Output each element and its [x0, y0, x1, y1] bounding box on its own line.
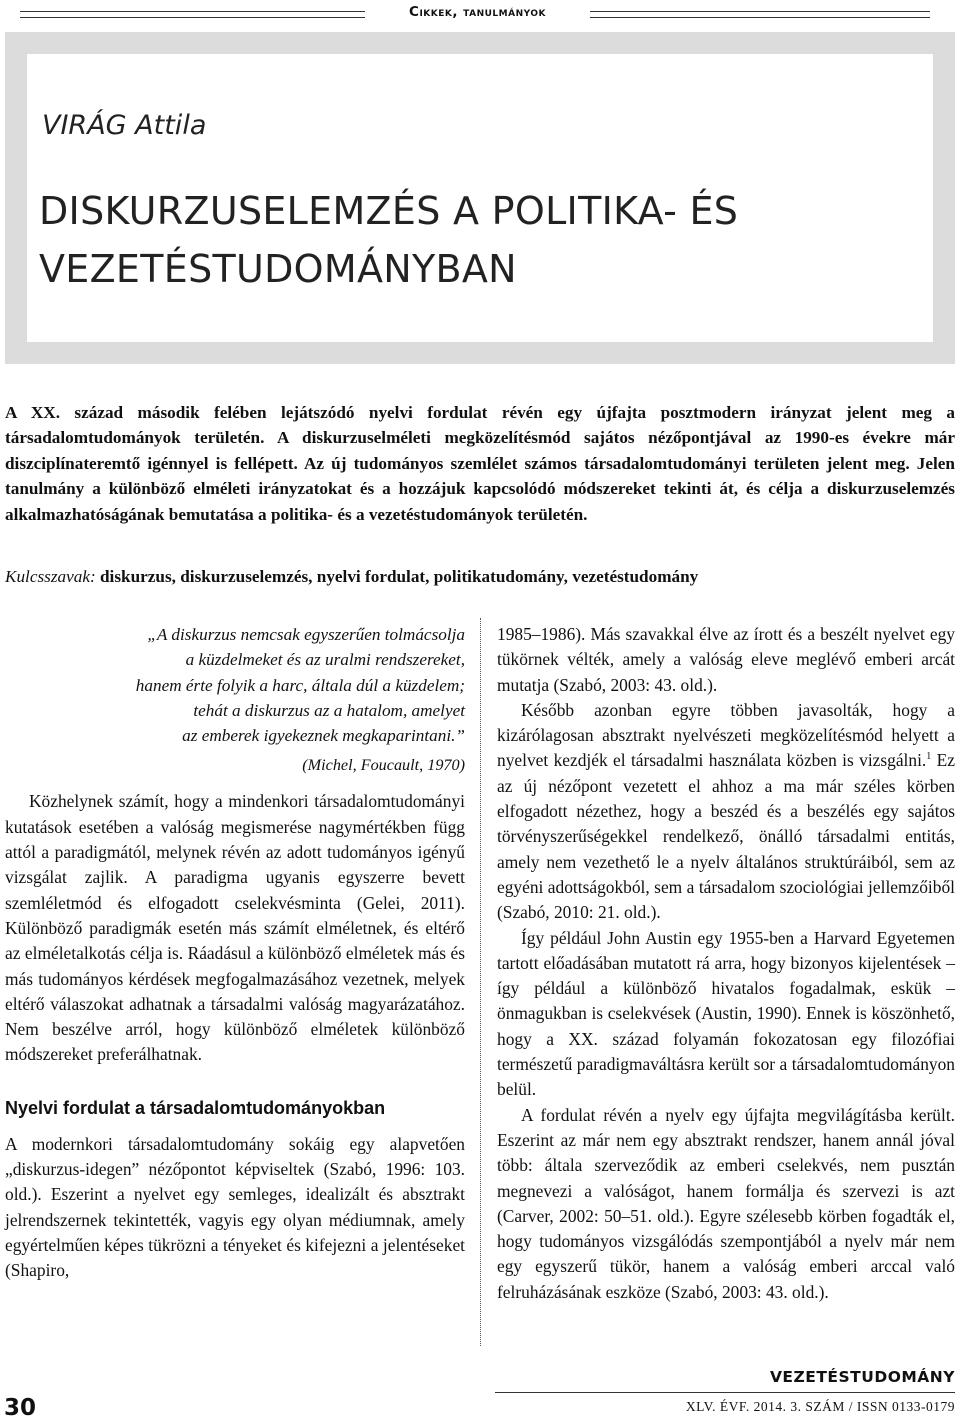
abstract: A XX. század második felében lejátszódó nyelvi fordulat révén egy újfajta posztmodern irányzat jelent meg a társadalomtudományok területén. A diskurzuselméleti megközelítésmód sajátos nézőpontjával az 1990-es évekre már diszciplínateremtő igénnyel is fellépett. Az új tudományos szemlélet számos társadalomtudományi területen jelent meg. Jelen tanulmány a különböző elméleti irányzatokat és a hozzájuk kapcsolódó módszereket tekinti át, és célja a diskurzuselemzés alkalmazhatóságának bemutatása a politika- és a vezetéstudományok területén. — [5, 403, 955, 524]
keywords-label: Kulcsszavak: — [5, 567, 96, 586]
keywords-text: diskurzus, diskurzuselemzés, nyelvi fordulat, politikatudomány, vezetéstudomány — [100, 567, 699, 586]
footnote-reference[interactable]: 1 — [926, 751, 932, 763]
article-author: VIRÁG Attila — [42, 110, 207, 141]
paragraph-text: Ez az új nézőpont vezetett el ahhoz a ma már széles körben elfogadott nézethez, hogy a beszéd és a beszélés egy sajátos törvényszerűségekkel rendelkező, önálló társadalmi entitás, amely nem vezethető le a nyelv általános struktúráiból, sem az egyéni adottságokból, sem a társadalom szociológiai jellemzőiből (Szabó, 2010: 21. old.). — [497, 750, 955, 923]
epigraph-line: az emberek igyekeznek megkaparintani.” — [182, 726, 465, 746]
epigraph-line: tehát a diskurzus az a hatalom, amelyet — [193, 700, 465, 720]
keywords — [5, 564, 955, 589]
paragraph-text: Később azonban egyre többen javasolták, hogy a kizárólagosan absztrakt nyelvészeti megközelítésmód helyett a nyelvet kezdjék el társadalmi használata közben is vizsgálni. — [497, 699, 955, 771]
body-paragraph — [497, 698, 955, 926]
title-panel — [27, 54, 933, 342]
issue-info: XLV. ÉVF. 2014. 3. SZÁM / ISSN 0133-0179 — [685, 1399, 955, 1414]
header-rule-left — [20, 11, 365, 18]
footer-rule — [495, 1392, 955, 1393]
body-paragraph: Közhelynek számít, hogy a mindenkori társadalomtudományi kutatások esetében a valóság megismerése nagymértékben függ attól a paradigmától, melynek révén az adott tudományos igényű vizsgálat zajlik. A paradigma ugyanis egyszerre bevett szemléletmód és elfogadott cselekvésminta (Gelei, 2011). Különböző paradigmák esetén más számít elméletnek, és eltérő az elméletalkotás célja is. Ráadásul a különböző elméletek más és más tudományos kérdések megfogalmazásához vezetnek, melyek eltérő válaszokat adhatnak a társadalmi valóság magyarázatához. Nem beszélve arról, hogy különböző elméletek különböző módszereket preferálhatnak. — [5, 791, 465, 1065]
body-paragraph: A fordulat révén a nyelv egy újfajta megvilágításba került. Eszerint az már nem egy absztrakt rendszer, hanem annál jóval több: általa szerveződik az emberi cselekvés, nem pusztán megnevezi a valóságot, hanem formálja és szervezi is azt (Carver, 2002: 50–51. old.). Egyre szélesebb körben fogadták el, hogy tudományos vizsgálódás szempontjából a nyelv már nem egy egyszerű tükör, hanem a valóság emberi arccal való felruházásának eszköze (Szabó, 2003: 43. old.). — [497, 1104, 955, 1302]
header-rule-right — [590, 11, 930, 18]
section-heading: Nyelvi fordulat a társadalomtudományokban — [5, 1097, 386, 1118]
section-label: Cikkek, tanulmányok — [409, 4, 546, 20]
body-paragraph: 1985–1986). Más szavakkal élve az írott és a beszélt nyelvet egy tükörnek vélték, amely a valóság eleve meglévő emberi arcát mutatja (Szabó, 2003: 43. old.). — [497, 624, 955, 695]
epigraph-line: a küzdelmeket és az uralmi rendszereket, — [185, 650, 465, 670]
epigraph-citation: (Michel, Foucault, 1970) — [302, 756, 465, 775]
body-paragraph: A modernkori társadalomtudomány sokáig egy alapvetően „diskurzus-idegen” nézőpontot képviseltek (Szabó, 1996: 103. old.). Eszerint a nyelvet egy semleges, idealizált és absztrakt jelrendszernek tekintették, vagyis egy olyan médiumnak, amely egyértelműen képes tükrözni a tényeket és kifejezni a jelentéseket (Shapiro, — [5, 1133, 465, 1281]
journal-name: VEZETÉSTUDOMÁNY — [769, 1368, 955, 1386]
running-header — [0, 4, 960, 24]
epigraph-line: „A diskurzus nemcsak egyszerűen tolmácsolja — [147, 625, 465, 644]
page-number: 30 — [4, 1395, 37, 1421]
right-column — [497, 622, 955, 1305]
epigraph — [5, 622, 465, 748]
column-divider — [480, 618, 481, 1346]
article-title — [39, 182, 919, 298]
body-paragraph: Így például John Austin egy 1955-ben a Harvard Egyetemen tartott előadásában mutatott rá arra, hogy bizonyos kijelentések – így például a különböző hivatalos fogadalmak, eskük – önmagukban is cselekvések (Austin, 1990). Ennek is köszönhető, hogy a XX. század folyamán fokozatosan egy filozófiai természetű paradigmaváltásra került sor a társadalomtudományon belül. — [497, 927, 955, 1100]
title-line-1: DISKURZUSELEMZÉS A POLITIKA- ÉS — [39, 189, 739, 233]
title-frame — [5, 32, 955, 364]
epigraph-line: hanem érte folyik a harc, általa dúl a küzdelem; — [135, 675, 465, 695]
left-column — [5, 618, 465, 1284]
title-line-2: VEZETÉSTUDOMÁNYBAN — [39, 247, 517, 291]
